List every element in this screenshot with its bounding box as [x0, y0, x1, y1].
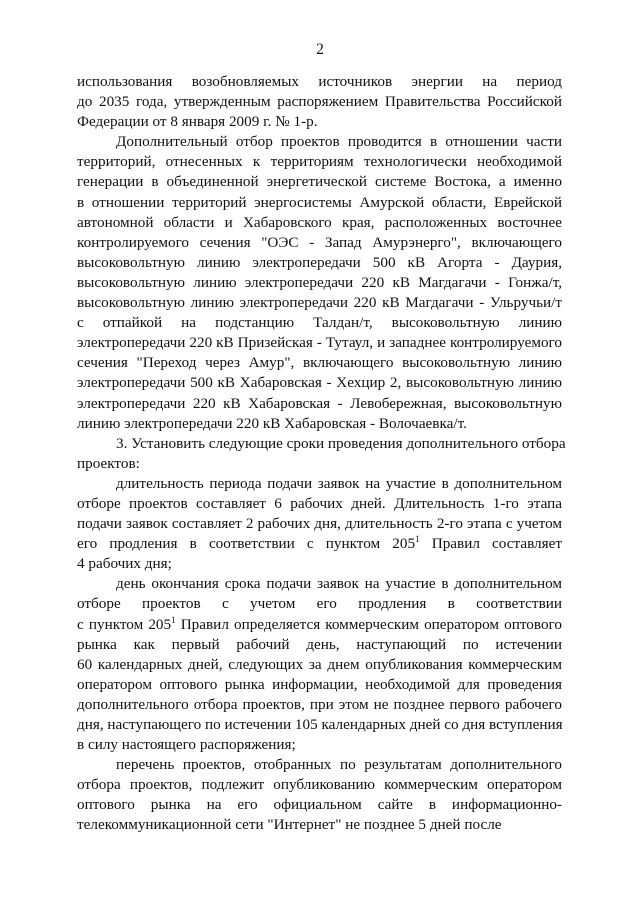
- text-line: высоковольтную линию электропередачи 500 кВ Агорта - Даурия,: [77, 253, 562, 271]
- text-line: линию электропередачи 220 кВ Хабаровская - Волочаевка/т.: [77, 414, 467, 432]
- text-line: Федерации от 8 января 2009 г. № 1-р.: [77, 113, 318, 131]
- text-line: дня, наступающего по истечении 105 календарных дней со дня вступления: [77, 716, 563, 733]
- paragraph-p0: [77, 72, 562, 132]
- text-line: 4 рабочих дня;: [77, 555, 172, 573]
- document-body: [77, 72, 566, 836]
- text-line: сечения "Переход через Амур", включающего высоковольтную линию: [77, 354, 562, 372]
- text-line: день окончания срока подачи заявок на участие в дополнительном: [116, 575, 562, 593]
- text-line: в отношении территорий энергосистемы Амурской области, Еврейской: [77, 193, 562, 211]
- text-line: с пунктом $205^1$ Правил определяется коммерческим оператором оптового: [77, 614, 562, 633]
- text-line: высоковольтную линию электропередачи 220 кВ Магдагачи - Гонжа/т,: [77, 273, 562, 291]
- text-line: длительность периода подачи заявок на участие в дополнительном: [116, 474, 562, 492]
- paragraph-p5: [77, 755, 562, 835]
- paragraph-p2: [77, 434, 566, 474]
- paragraph-p1: [77, 132, 562, 433]
- text-line: использования возобновляемых источников энергии на период: [77, 73, 562, 90]
- superscript: 1: [171, 614, 176, 625]
- paragraph-p3: [77, 474, 562, 574]
- text-line: оператором оптового рынка информации, необходимой для проведения: [77, 675, 562, 693]
- text-line: 60 календарных дней, следующих за днем опубликования коммерческим: [77, 655, 562, 673]
- text-line: телекоммуникационной сети "Интернет" не позднее 5 дней после: [77, 816, 502, 834]
- text-line: 3. Установить следующие сроки проведения дополнительного отбора: [116, 434, 566, 452]
- text-line: электропередачи 220 кВ Призейская - Тутаул, и западнее контролируемого: [77, 334, 562, 352]
- text-line: оптового рынка на его официальном сайте в информационно-: [77, 796, 562, 814]
- text-line: территорий, отнесенных к территориям технологически необходимой: [77, 153, 562, 171]
- paragraph-p4: [77, 574, 562, 755]
- text-line: электропередачи 500 кВ Хабаровская - Хехцир 2, высоковольтную линию: [77, 374, 562, 392]
- page-number: 2: [316, 41, 324, 58]
- text-line: его продления в соответствии с пунктом $205^1$ Правил составляет: [77, 534, 562, 553]
- text-line: отборе проектов составляет 6 рабочих дней. Длительность 1-го этапа: [77, 494, 562, 512]
- text-line: отбора проектов, подлежит опубликованию коммерческим оператором: [77, 776, 562, 794]
- text-line: перечень проектов, отобранных по результатам дополнительного: [116, 756, 562, 774]
- text-line: высоковольтную линию электропередачи 220 кВ Магдагачи - Ульручьи/т: [77, 294, 562, 312]
- text-line: дополнительного отбора проектов, при этом не позднее первого рабочего: [77, 695, 562, 713]
- text-line: с отпайкой на подстанцию Талдан/т, высоковольтную линию: [77, 314, 562, 332]
- text-line: рынка как первый рабочий день, наступающий по истечении: [77, 635, 562, 653]
- text-line: автономной области и Хабаровского края, расположенных восточнее: [77, 213, 562, 231]
- text-line: Дополнительный отбор проектов проводится в отношении части: [116, 133, 562, 151]
- text-line: электропередачи 220 кВ Хабаровская - Левобережная, высоковольтную: [77, 394, 562, 412]
- superscript: 1: [415, 534, 420, 545]
- text-line: генерации в объединенной энергетической системе Востока, а именно: [77, 173, 562, 191]
- text-line: контролируемого сечения "ОЭС - Запад Амурэнерго", включающего: [77, 233, 562, 251]
- text-line: в силу настоящего распоряжения;: [77, 736, 296, 754]
- text-line: до 2035 года, утвержденным распоряжением Правительства Российской: [77, 93, 562, 111]
- text-line: проектов:: [77, 454, 140, 472]
- text-line: отборе проектов с учетом его продления в соответствии: [77, 595, 562, 613]
- text-line: подачи заявок составляет 2 рабочих дня, длительность 2-го этапа с учетом: [77, 515, 562, 533]
